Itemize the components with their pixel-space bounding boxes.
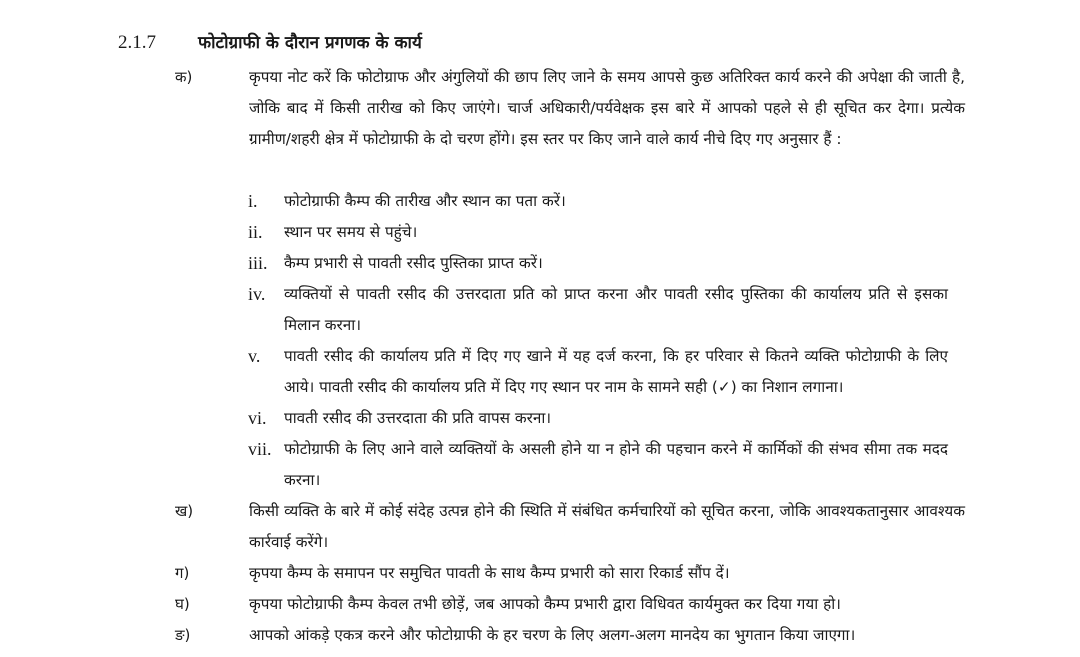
item-text: कृपया फोटोग्राफी कैम्प केवल तभी छोड़ें, जब आपको कैम्प प्रभारी द्वारा विधिवत कार्यमुक्त कर दिया गया हो। [249, 595, 841, 613]
sub-item-text: फोटोग्राफी कैम्प की तारीख और स्थान का पता करें। [284, 192, 566, 210]
sub-item-marker: i. [248, 191, 258, 211]
sub-item-text: स्थान पर समय से पहुंचे। [284, 223, 418, 241]
section-heading [118, 30, 422, 54]
section-number: 2.1.7 [118, 32, 156, 53]
sub-item-vii [248, 434, 948, 496]
sub-item-marker: vii. [248, 439, 272, 459]
list-item-nga [175, 620, 965, 651]
sub-item-marker: v. [248, 346, 261, 366]
sub-item-text: फोटोग्राफी के लिए आने वाले व्यक्तियों के असली होने या न होने की पहचान करने में कार्मिकों की संभव सीमा तक मदद करना। [284, 440, 948, 489]
sub-item-marker: vi. [248, 408, 267, 428]
sub-item-marker: ii. [248, 222, 263, 242]
item-text: कृपया कैम्प के समापन पर समुचित पावती के साथ कैम्प प्रभारी को सारा रिकार्ड सौंप दें। [249, 564, 730, 582]
item-marker: घ) [175, 595, 190, 613]
sub-item-text: पावती रसीद की उत्तरदाता की प्रति वापस करना। [284, 409, 552, 427]
sub-item-marker: iv. [248, 284, 266, 304]
list-item-ga [175, 558, 965, 589]
item-marker: ख) [175, 502, 194, 520]
sub-item-marker: iii. [248, 253, 268, 273]
sub-item-vi [248, 403, 948, 434]
sub-item-iii [248, 248, 948, 279]
item-text: कृपया नोट करें कि फोटोग्राफ और अंगुलियों की छाप लिए जाने के समय आपसे कुछ अतिरिक्त कार्य करने की अपेक्षा की जाती है, जोकि बाद में किसी तारीख को किए जाएंगे। चार्ज अधिकारी/पर्यवेक्षक इस बारे में आपको पहले से ही सूचित कर देगा। प्रत्येक ग्रामीण/शहरी क्षेत्र में फोटोग्राफी के दो चरण होंगे। इस स्तर पर किए जाने वाले कार्य नीचे दिए गए अनुसार हैं : [249, 68, 965, 148]
sub-item-ii [248, 217, 948, 248]
sub-item-iv [248, 279, 948, 341]
sub-item-text: व्यक्तियों से पावती रसीद की उत्तरदाता प्रति को प्राप्त करना और पावती रसीद पुस्तिका की कार्यालय प्रति से इसका मिलान करना। [284, 285, 948, 334]
section-title: फोटोग्राफी के दौरान प्रगणक के कार्य [198, 33, 422, 53]
item-marker: ग) [175, 564, 190, 582]
item-marker: ङ) [175, 626, 191, 644]
sub-item-text: कैम्प प्रभारी से पावती रसीद पुस्तिका प्राप्त करें। [284, 254, 543, 272]
list-item-gha [175, 589, 965, 620]
list-item-kha [175, 496, 965, 558]
item-text: आपको आंकड़े एकत्र करने और फोटोग्राफी के हर चरण के लिए अलग-अलग मानदेय का भुगतान किया जाएगा। [249, 626, 856, 644]
list-item-ka [175, 62, 965, 155]
sub-item-text: पावती रसीद की कार्यालय प्रति में दिए गए खाने में यह दर्ज करना, कि हर परिवार से कितने व्यक्ति फोटोग्राफी के लिए आये। पावती रसीद की कार्यालय प्रति में दिए गए स्थान पर नाम के सामने सही (✓) का निशान लगाना। [284, 347, 948, 396]
item-marker: क) [175, 68, 193, 86]
sub-item-i [248, 186, 948, 217]
item-text: किसी व्यक्ति के बारे में कोई संदेह उत्पन्न होने की स्थिति में संबंधित कर्मचारियों को सूचित करना, जोकि आवश्यकतानुसार आवश्यक कार्रवाई करेंगे। [249, 502, 965, 551]
sub-item-v [248, 341, 948, 403]
